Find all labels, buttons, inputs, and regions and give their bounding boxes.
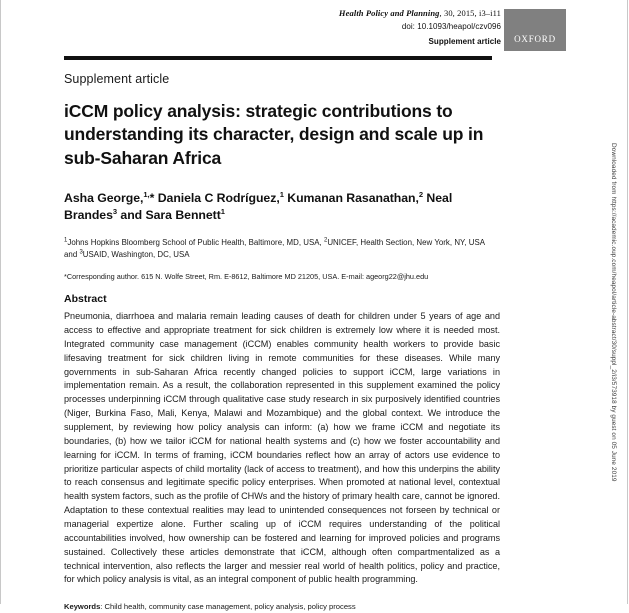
page-title: iCCM policy analysis: strategic contributions to understanding its character, design and scale up in sub-Saharan Africa	[64, 101, 484, 168]
journal-citation: , 30, 2015, i3–i11	[439, 8, 501, 18]
download-source-text: Downloaded from https://academic.oup.com/heapol/article-abstract/30/suppl_2/i3/573918 by guest on 05 June 2019	[610, 143, 617, 482]
corresponding-author-note: *Corresponding author. 615 N. Wolfe Street, Rm. E-8612, Baltimore MD 21205, USA. E-mail: ageorg22@jhu.edu	[64, 272, 429, 282]
masthead-supplement-label: Supplement article	[428, 36, 501, 46]
article-content	[64, 72, 500, 613]
oxford-university-press-logo	[504, 9, 566, 51]
article-type-kicker: Supplement article	[64, 72, 170, 86]
oxford-logo-text: OXFORD	[514, 34, 556, 44]
abstract-text: Pneumonia, diarrhoea and malaria remain leading causes of death for children under 5 years of age and access to effective and appropriate treatment for sick children is extremely low where it is needed most. Integrated community case management (iCCM) enables community health workers to provide basic lifesaving treatment for sick children living in remote communities for these diseases. While many governments in sub-Saharan Africa recently changed policies to support iCCM, large variations in implementation remain. As a result, the collaboration represented in this supplement examined the policy processes underpinning iCCM through qualitative case study research in six purposively identified countries (Niger, Burkina Faso, Mali, Kenya, Malawi and Mozambique) and the global context. We introduce the supplement, by reviewing how policy analysis can inform: (a) how we frame iCCM and negotiate its boundaries, (b) how we tailor iCCM for national health systems and (c) how we foster accountability and learning for iCCM. In terms of framing, iCCM boundaries reflect how an array of actors use evidence to prioritize particular aspects of child mortality (lack of access to treatment), and how this underpins the ability to reach consensus and legitimate specific policy enterprises. When promoted at national level, contextual health system factors, such as the profile of CHWs and the history of primary health care, cannot be ignored. Adaptation to these contextual realities may lead to unintended consequences not forseen by technical or managerial expertize alone. Further scaling up of iCCM requires understanding of the political accountabilities involved, how ownership can be fostered and learning for improved policies and programs sustained. Collectively these articles demonstrate that iCCM, although often compartmentalized as a technical intervention, also reflects the larger and messier real world of health politics, policy and practice, for which policy analysis is vital, as an integral component of public health programming.	[64, 311, 500, 585]
author-affiliations: $^1$Johns Hopkins Bloomberg School of Public Health, Baltimore, MD, USA, $^2$UNICEF, Health Section, New York, NY, USA and $^3$USAID, Washington, DC, USA	[64, 237, 485, 259]
keywords-line	[64, 601, 500, 612]
masthead-divider-rule	[64, 56, 492, 60]
keywords-label: Keywords	[64, 602, 101, 612]
journal-masthead	[1, 0, 629, 60]
masthead-citation-block	[339, 7, 501, 48]
doi-line: doi: 10.1093/heapol/czv096	[401, 22, 501, 32]
author-list: Asha George,$^{1,}$* Daniela C Rodríguez,$^1$ Kumanan Rasanathan,$^2$ Neal Brandes$^3$ and Sara Bennett$^1$	[64, 189, 453, 223]
download-source-stamp	[605, 143, 619, 563]
abstract-heading: Abstract	[64, 293, 107, 306]
abstract-body	[64, 310, 500, 587]
keywords-values: : Child health, community case management, policy analysis, policy process	[100, 602, 356, 612]
journal-title: Health Policy and Planning	[338, 8, 440, 18]
journal-title-line	[339, 7, 501, 19]
